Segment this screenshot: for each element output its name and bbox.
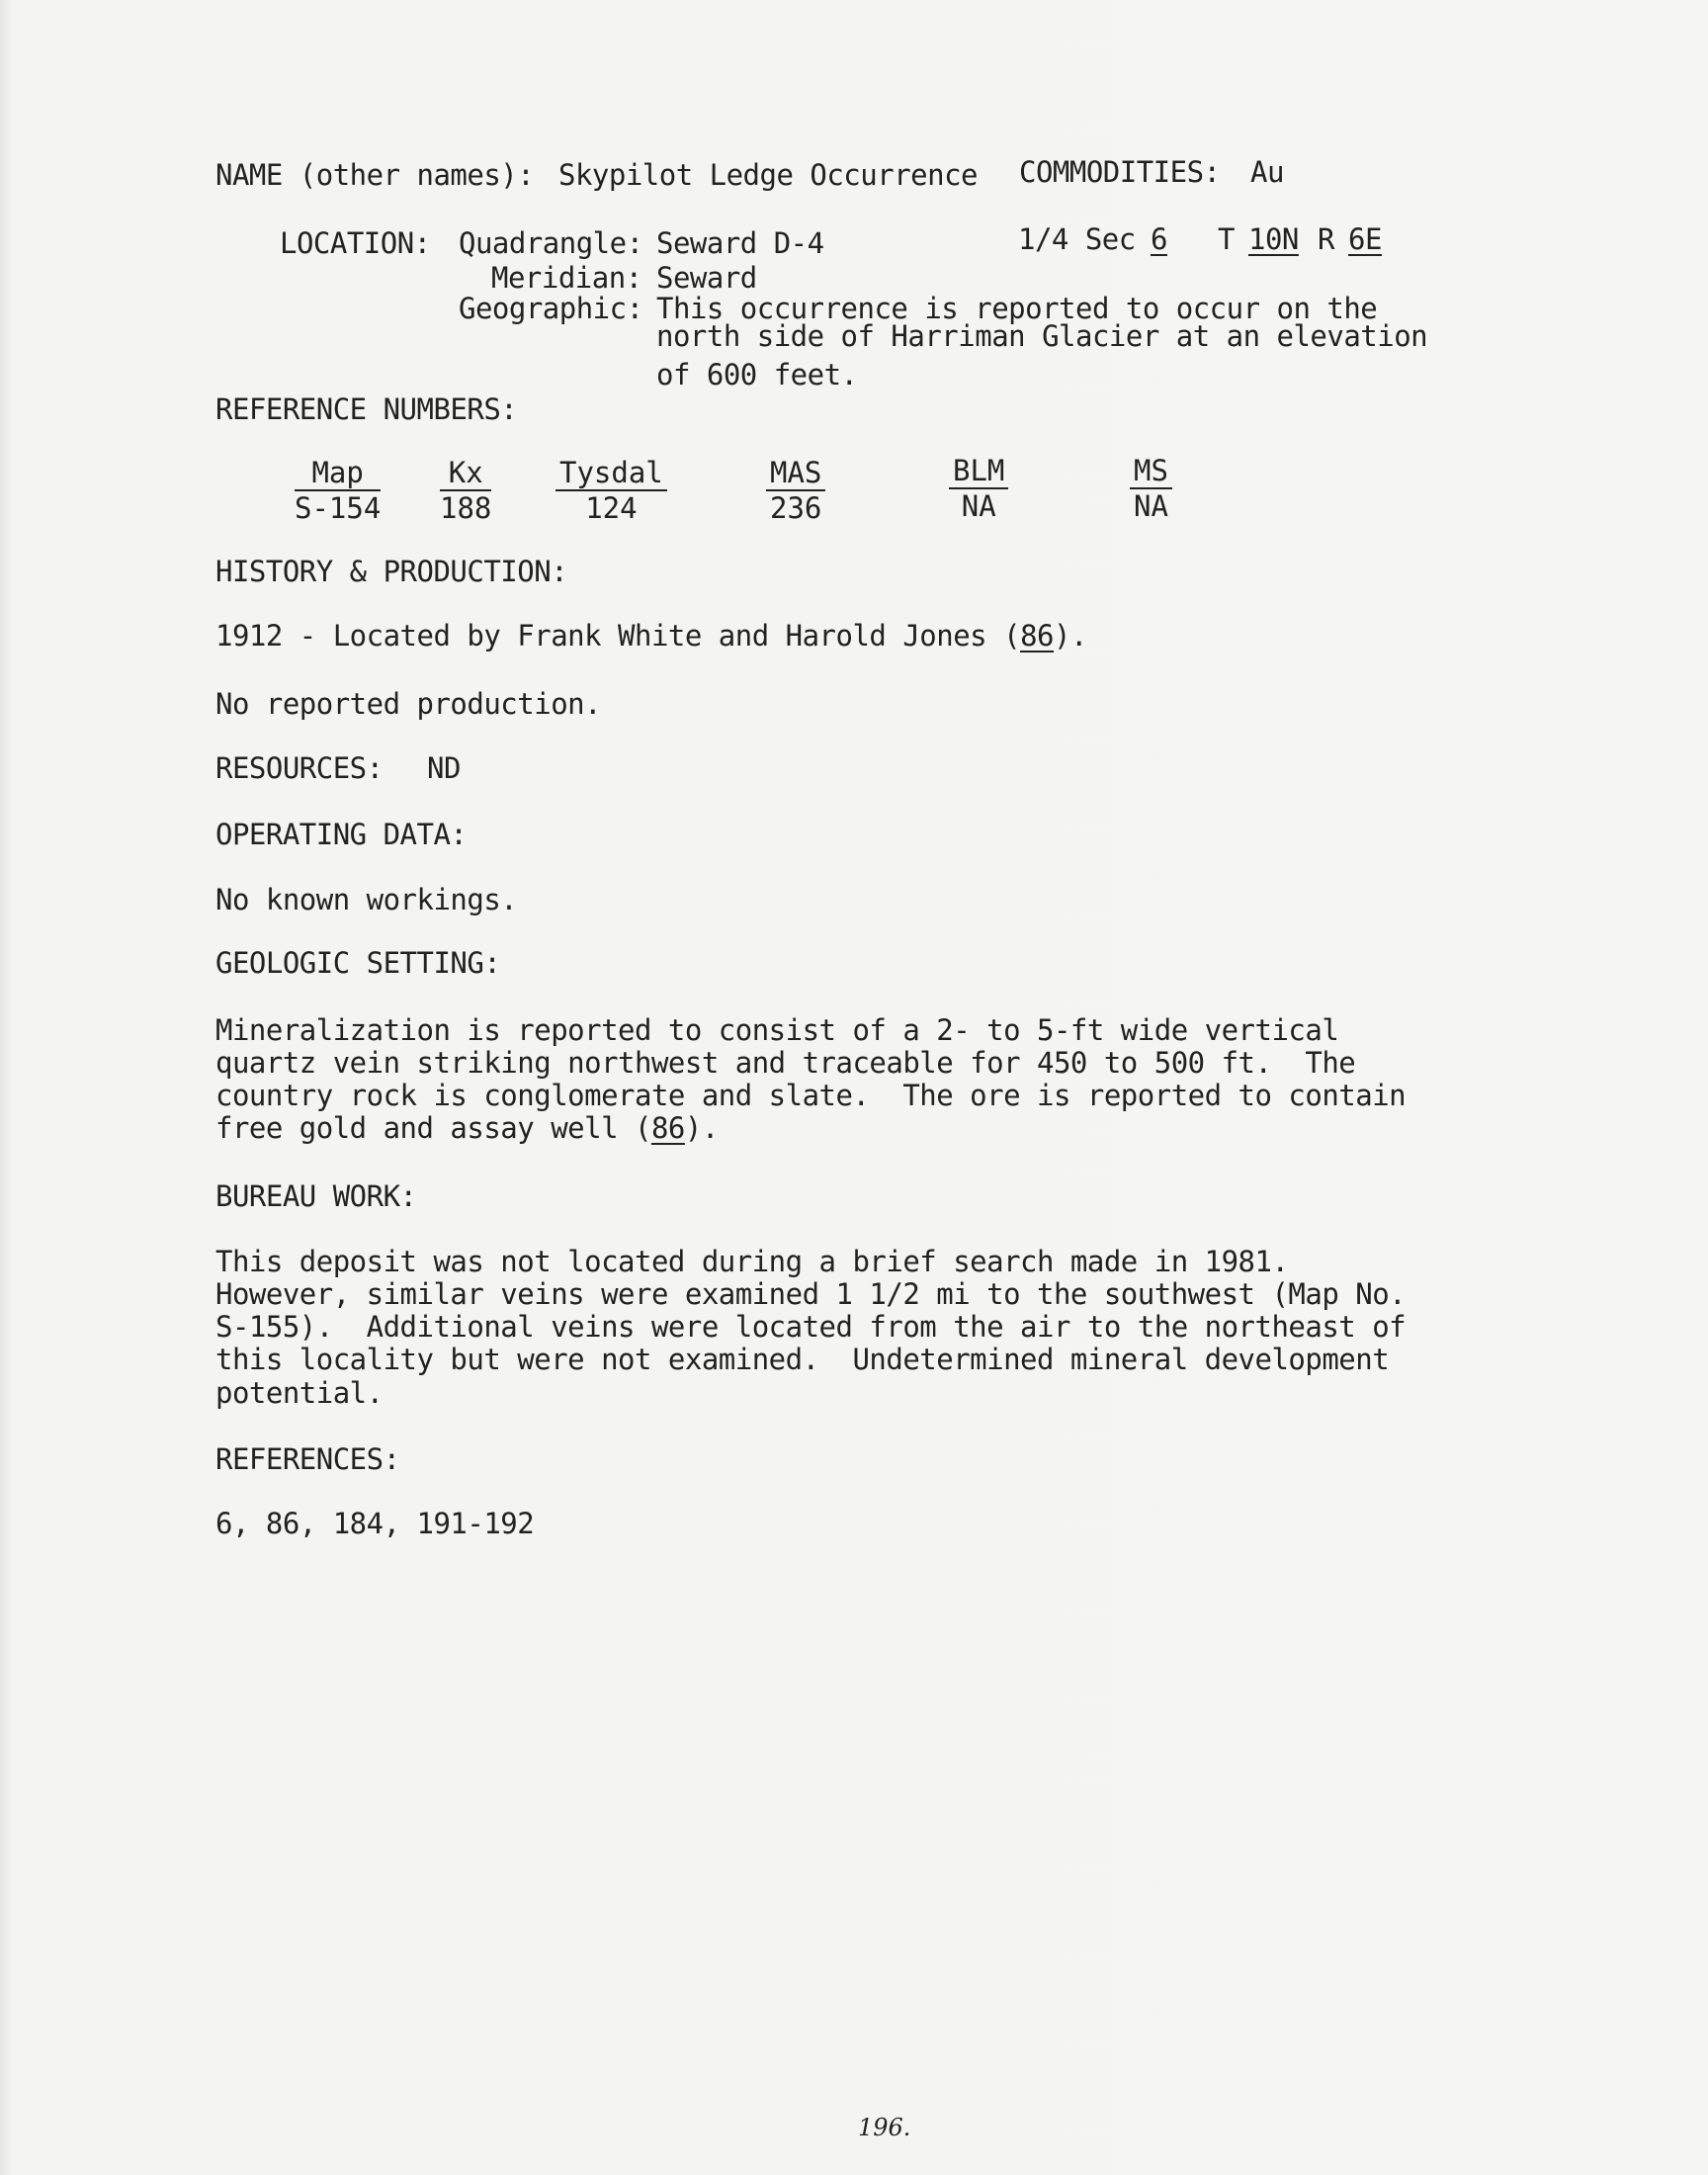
page-number: 196. xyxy=(858,2114,911,2141)
ref-col-kx xyxy=(440,457,491,524)
geologic-label: GEOLOGIC SETTING: xyxy=(215,946,501,980)
operating-label: OPERATING DATA: xyxy=(215,818,468,851)
geographic-label: Geographic: xyxy=(459,292,643,325)
geographic-line: This occurrence is reported to occur on the xyxy=(656,292,1378,325)
reference-numbers-label: REFERENCE NUMBERS: xyxy=(215,392,518,426)
ref-value: S-154 xyxy=(295,491,382,525)
ref-header: BLM xyxy=(949,455,1008,489)
ref-header: MS xyxy=(1130,455,1172,489)
sec-label: 1/4 Sec xyxy=(1018,222,1136,256)
ref-col-tysdal xyxy=(555,457,667,524)
commodities-value: Au xyxy=(1250,155,1284,189)
bureau-line: This deposit was not located during a brief search made in 1981. xyxy=(215,1245,1289,1278)
ref-value: 236 xyxy=(770,491,822,525)
resources-value: ND xyxy=(427,751,461,785)
ref-col-ms xyxy=(1130,455,1172,522)
ref-value: NA xyxy=(961,489,996,523)
history-ref: 86 xyxy=(1020,619,1054,652)
ref-header: Tysdal xyxy=(555,457,667,491)
geologic-ref: 86 xyxy=(650,1111,685,1145)
range-value: 6E xyxy=(1348,222,1382,256)
references-label: REFERENCES: xyxy=(215,1442,400,1476)
bureau-line: However, similar veins were examined 1 1/2 mi to the southwest (Map No. xyxy=(215,1277,1407,1311)
bureau-line: S-155). Additional veins were located from the air to the northeast of xyxy=(215,1310,1407,1344)
sec-value: 6 xyxy=(1151,222,1167,256)
range-label: R xyxy=(1318,222,1334,256)
name-label: NAME (other names): xyxy=(215,158,535,192)
ref-col-map xyxy=(295,457,381,524)
bureau-line: this locality but were not examined. Undetermined mineral development xyxy=(215,1343,1390,1376)
ref-value: 124 xyxy=(585,491,638,525)
resources-label: RESOURCES: xyxy=(215,751,384,785)
history-line: 1912 - Located by Frank White and Harold Jones (86). xyxy=(215,619,1087,652)
bureau-line: potential. xyxy=(215,1376,384,1410)
bureau-label: BUREAU WORK: xyxy=(215,1179,417,1213)
ref-header: Map xyxy=(295,457,381,491)
geologic-line: quartz vein striking northwest and traceable for 450 to 500 ft. The xyxy=(215,1046,1356,1080)
references-value: 6, 86, 184, 191-192 xyxy=(215,1507,535,1540)
geologic-line: Mineralization is reported to consist of a 2- to 5-ft wide vertical xyxy=(215,1013,1339,1047)
location-label: LOCATION: xyxy=(280,226,431,260)
meridian-label: Meridian: xyxy=(491,261,642,295)
ref-value: 188 xyxy=(440,491,492,525)
name-value: Skypilot Ledge Occurrence xyxy=(558,158,978,192)
geologic-line: free gold and assay well (86). xyxy=(215,1111,719,1145)
township-label: T xyxy=(1218,222,1235,256)
ref-value: NA xyxy=(1134,489,1168,523)
commodities-label: COMMODITIES: xyxy=(1019,155,1221,189)
history-label: HISTORY & PRODUCTION: xyxy=(215,555,568,588)
history-production: No reported production. xyxy=(215,687,602,721)
geographic-line: of 600 feet. xyxy=(656,358,858,392)
quadrangle-value: Seward D-4 xyxy=(656,226,824,260)
township-value: 10N xyxy=(1248,222,1299,256)
geologic-line: country rock is conglomerate and slate. The ore is reported to contain xyxy=(215,1079,1407,1112)
ref-header: MAS xyxy=(766,457,825,491)
quadrangle-label: Quadrangle: xyxy=(459,226,643,260)
ref-col-mas xyxy=(766,457,825,524)
meridian-value: Seward xyxy=(656,261,757,295)
ref-col-blm xyxy=(949,455,1008,522)
ref-header: Kx xyxy=(440,457,491,491)
geographic-line: north side of Harriman Glacier at an elevation xyxy=(656,319,1428,353)
operating-text: No known workings. xyxy=(215,883,518,916)
